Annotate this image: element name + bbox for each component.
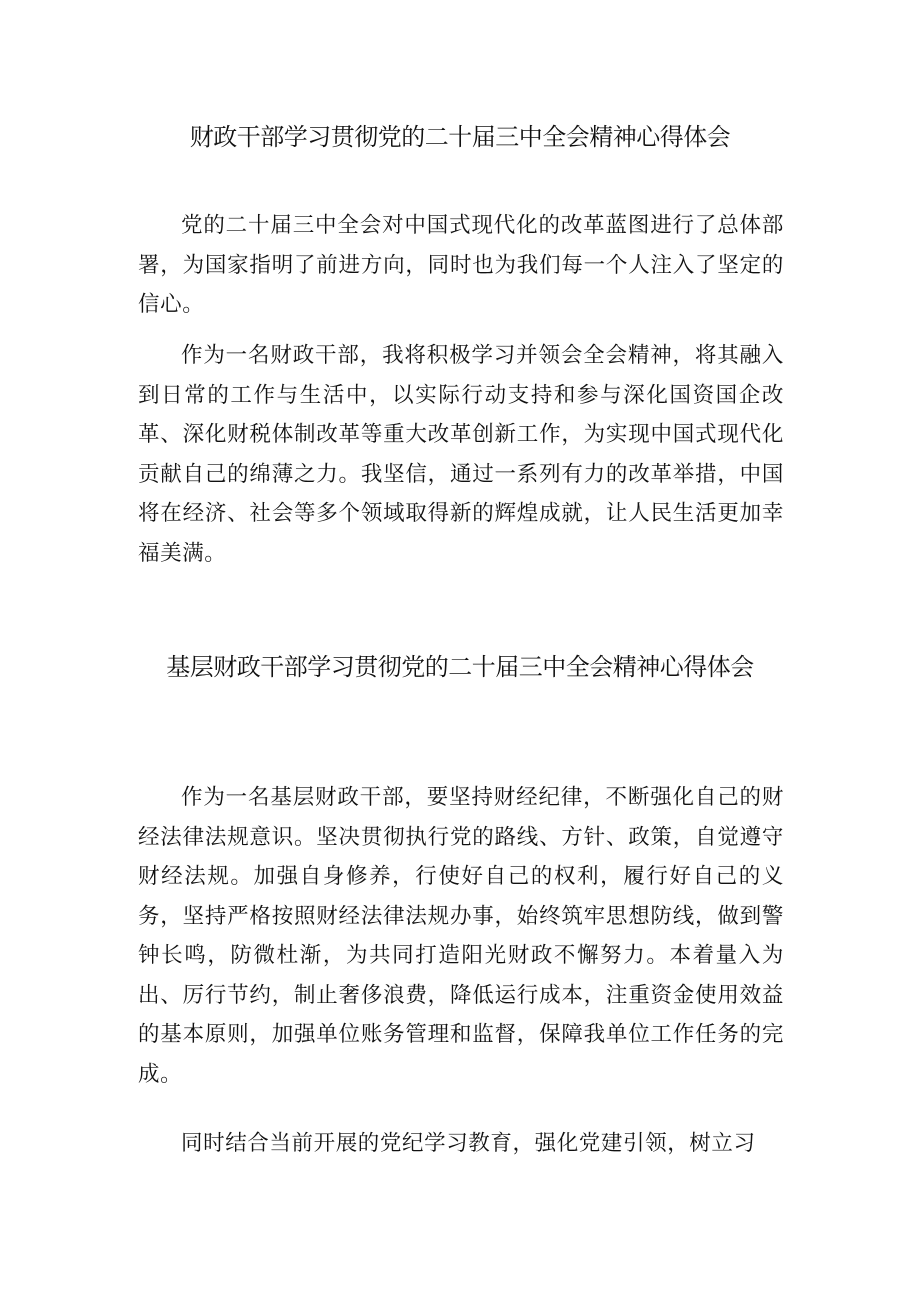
section-2-title: 基层财政干部学习贯彻党的二十届三中全会精神心得体会 — [166, 653, 754, 681]
section-1-paragraph-1: 党的二十届三中全会对中国式现代化的改革蓝图进行了总体部署，为国家指明了前进方向，同时也为我们每一个人注入了坚定的信心。 — [138, 213, 784, 317]
section-2-paragraph-2: 同时结合当前开展的党纪学习教育，强化党建引领，树立习 — [181, 1131, 756, 1156]
section-1-paragraph-2: 作为一名财政干部，我将积极学习并领会全会精神，将其融入到日常的工作与生活中，以实际行动支持和参与深化国资国企改革、深化财税体制改革等重大改革创新工作，为实现中国式现代化贡献自己的绵薄之力。我坚信，通过一系列有力的改革举措，中国将在经济、社会等多个领域取得新的辉煌成就，让人民生活更加幸福美满。 — [138, 343, 784, 566]
section-2-paragraph-1: 作为一名基层财政干部，要坚持财经纪律，不断强化自己的财经法律法规意识。坚决贯彻执行党的路线、方针、政策，自觉遵守财经法规。加强自身修养，行使好自己的权利，履行好自己的义务，坚持严格按照财经法律法规办事，始终筑牢思想防线，做到警钟长鸣，防微杜渐，为共同打造阳光财政不懈努力。本着量入为出、厉行节约，制止奢侈浪费，降低运行成本，注重资金使用效益的基本原则，加强单位账务管理和监督，保障我单位工作任务的完成。 — [138, 785, 784, 1087]
section-1-title: 财政干部学习贯彻党的二十届三中全会精神心得体会 — [189, 123, 731, 151]
